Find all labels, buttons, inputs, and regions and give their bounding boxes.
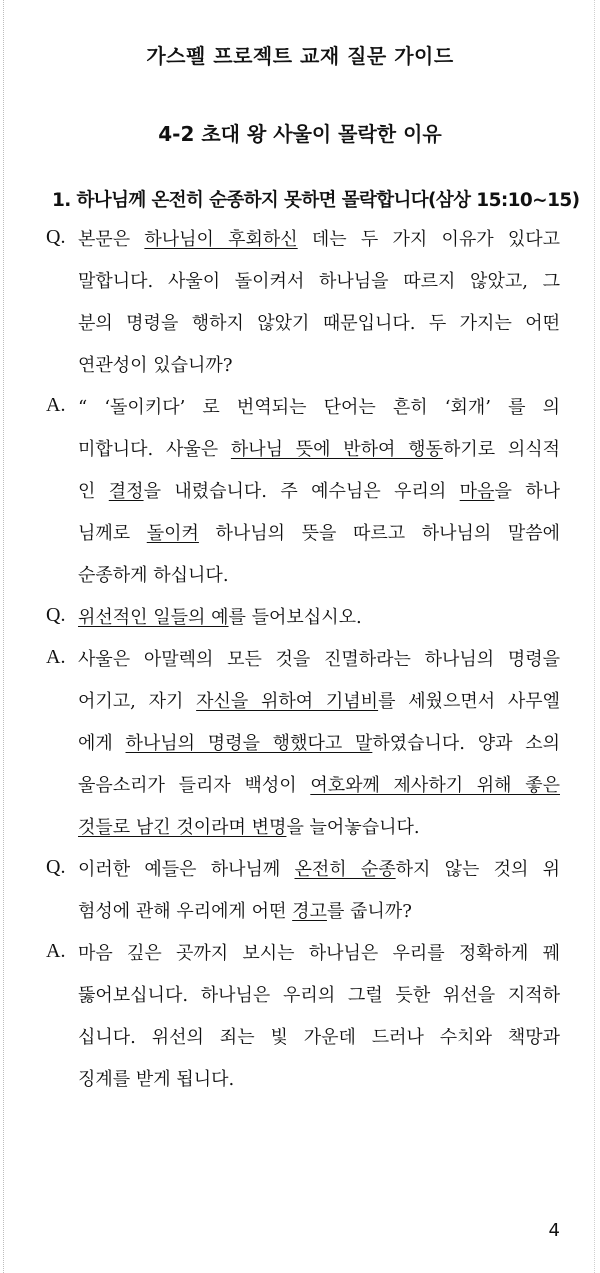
- text-line: 인 결정을 내렸습니다. 주 예수님은 우리의 마음을 하나: [78, 481, 560, 502]
- text-line: 말합니다. 사울이 돌이켜서 하나님을 따르지 않았고, 그: [78, 271, 560, 292]
- text-line: 분의 명령을 행하지 않았기 때문입니다. 두 가지는 어떤: [78, 313, 560, 334]
- text-line: 위선적인 일들의 예를 들어보십시오.: [78, 607, 362, 628]
- answer-marker: A.: [46, 940, 66, 962]
- question-marker: Q.: [46, 856, 66, 878]
- text-line: 것들로 남긴 것이라며 변명을 늘어놓습니다.: [78, 817, 420, 838]
- answer-block: [46, 394, 560, 604]
- text-line: 징계를 받게 됩니다.: [78, 1069, 235, 1090]
- question-block: [46, 226, 560, 394]
- page-number: 4: [548, 1220, 560, 1241]
- answer-block: [46, 940, 560, 1108]
- underlined-phrase: 여호와께 제사하기 위해 좋은: [310, 775, 560, 796]
- text-line: 뚫어보십니다. 하나님은 우리의 그럴 듯한 위선을 지적하: [78, 985, 560, 1006]
- underlined-phrase: 결정: [108, 481, 144, 502]
- answer-block: [46, 646, 560, 856]
- text-line: 십니다. 위선의 죄는 빛 가운데 드러나 수치와 책망과: [78, 1027, 560, 1048]
- underlined-phrase: 것들로 남긴 것이라며 변명: [78, 817, 287, 838]
- question-block: [46, 856, 560, 940]
- answer-marker: A.: [46, 394, 66, 416]
- section-heading: 1. 하나님께 온전히 순종하지 못하면 몰락합니다(삼상 15:10~15): [52, 190, 580, 211]
- question-block: [46, 604, 560, 646]
- underlined-phrase: 하나님의 명령을 행했다고 말: [125, 733, 373, 754]
- text-line: 미합니다. 사울은 하나님 뜻에 반하여 행동하기로 의식적: [78, 439, 560, 460]
- underlined-phrase: 돌이켜: [146, 523, 199, 544]
- page-edge-left: [3, 0, 4, 1273]
- text-line: 이러한 예들은 하나님께 온전히 순종하지 않는 것의 위: [78, 859, 560, 880]
- underlined-phrase: 마음: [459, 481, 495, 502]
- text-line: 마음 깊은 곳까지 보시는 하나님은 우리를 정확하게 꿰: [78, 943, 560, 964]
- document-title: 가스펠 프로젝트 교재 질문 가이드: [146, 44, 454, 68]
- text-line: 본문은 하나님이 후회하신 데는 두 가지 이유가 있다고: [78, 229, 560, 250]
- text-line: 에게 하나님의 명령을 행했다고 말하였습니다. 양과 소의: [78, 733, 561, 754]
- lesson-title: 4-2 초대 왕 사울이 몰락한 이유: [158, 122, 442, 146]
- answer-marker: A.: [46, 646, 66, 668]
- underlined-phrase: 경고: [292, 901, 327, 922]
- underlined-phrase: 위선적인 일들의 예: [78, 607, 229, 628]
- text-line: 어기고, 자기 자신을 위하여 기념비를 세웠으면서 사무엘: [78, 691, 561, 712]
- underlined-phrase: 하나님 뜻에 반하여 행동: [230, 439, 443, 460]
- question-marker: Q.: [46, 226, 66, 248]
- text-line: 울음소리가 들리자 백성이 여호와께 제사하기 위해 좋은: [78, 775, 560, 796]
- text-line: 순종하게 하십니다.: [78, 565, 229, 586]
- page-edge-right: [594, 0, 595, 1273]
- underlined-phrase: 하나님이 후회하신: [144, 229, 298, 250]
- underlined-phrase: 온전히 순종: [294, 859, 396, 880]
- question-marker: Q.: [46, 604, 66, 626]
- text-line: 님께로 돌이켜 하나님의 뜻을 따르고 하나님의 말씀에: [78, 523, 560, 544]
- text-line: “ ‘돌이키다’ 로 번역되는 단어는 흔히 ‘회개’ 를 의: [78, 397, 560, 418]
- text-line: 사울은 아말렉의 모든 것을 진멸하라는 하나님의 명령을: [78, 649, 560, 670]
- underlined-phrase: 자신을 위하여 기념비: [196, 691, 379, 712]
- text-line: 험성에 관해 우리에게 어떤 경고를 줍니까?: [78, 901, 412, 922]
- text-line: 연관성이 있습니까?: [78, 355, 233, 376]
